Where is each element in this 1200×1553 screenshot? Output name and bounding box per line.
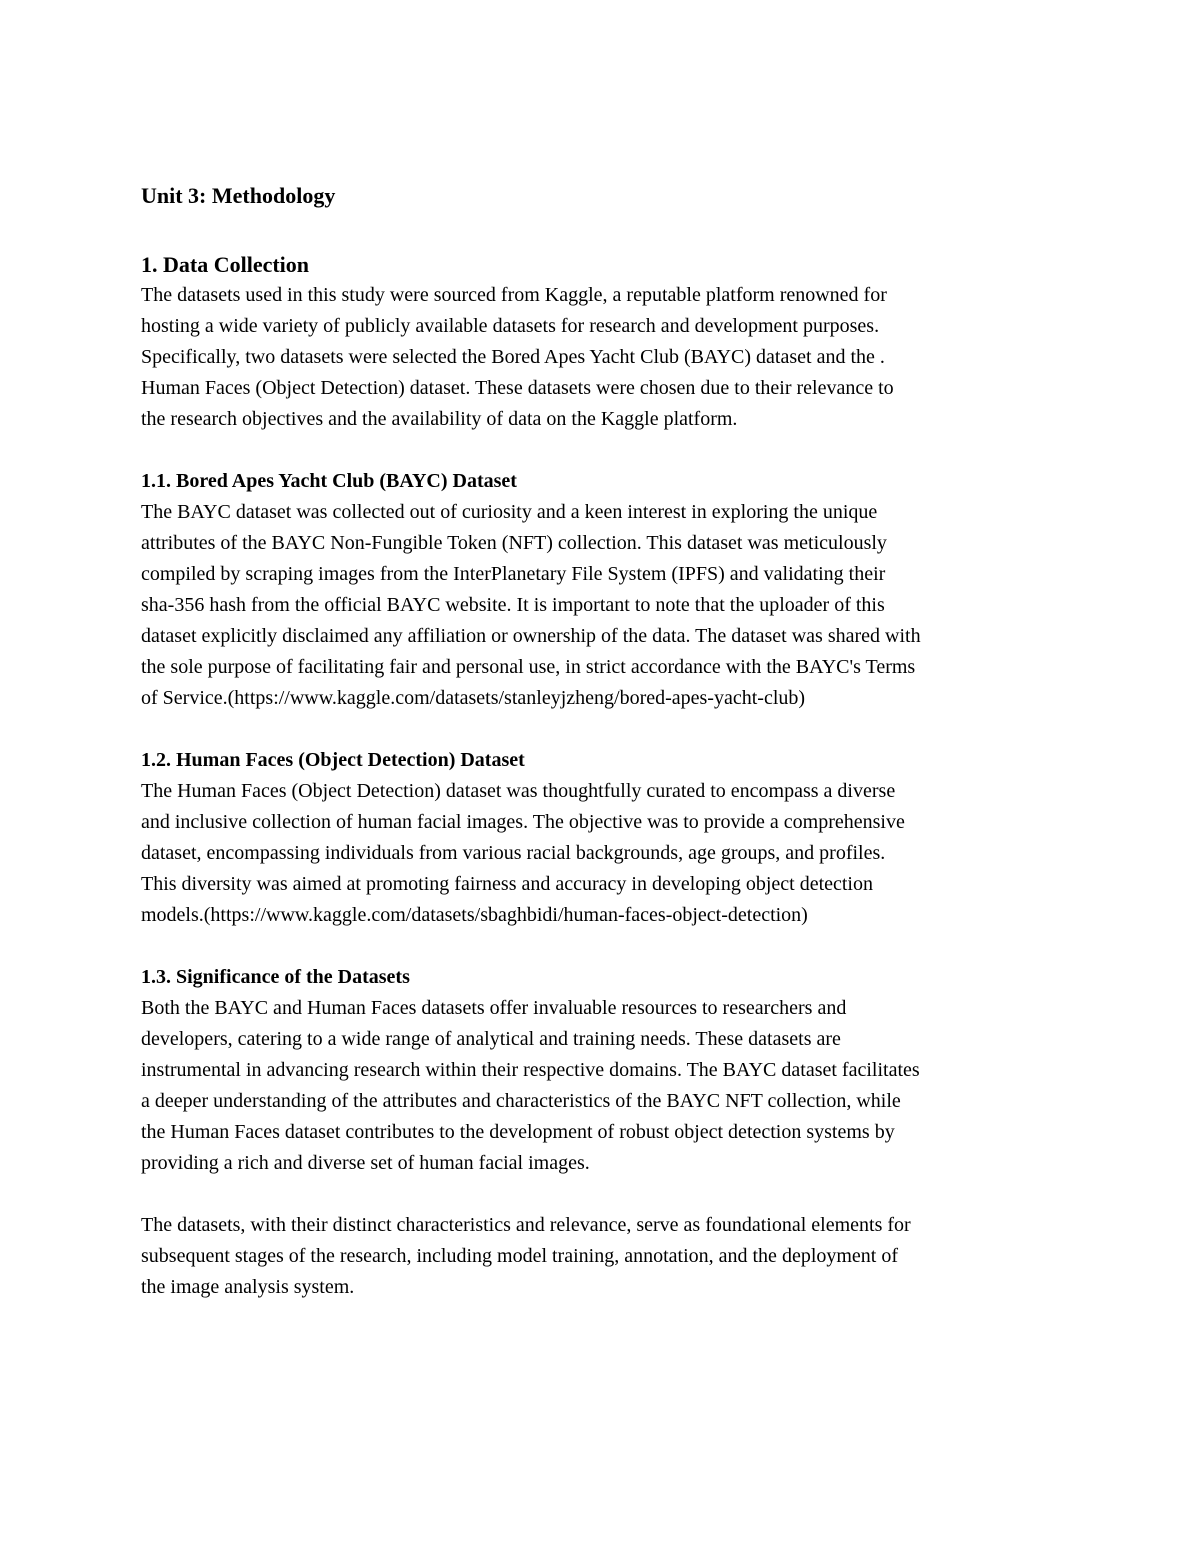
paragraph-bayc-dataset — [141, 497, 1081, 714]
paragraph-significance — [141, 993, 1081, 1179]
text-line: providing a rich and diverse set of human facial images. — [141, 1152, 590, 1174]
text-line: The Human Faces (Object Detection) dataset was thoughtfully curated to encompass a diverse — [141, 780, 896, 802]
text-line: The BAYC dataset was collected out of curiosity and a keen interest in exploring the unique — [141, 501, 878, 523]
text-line: the image analysis system. — [141, 1276, 355, 1298]
section-heading-data-collection: 1. Data Collection — [141, 252, 310, 277]
text-line: Both the BAYC and Human Faces datasets offer invaluable resources to researchers and — [141, 997, 847, 1019]
text-line: The datasets used in this study were sourced from Kaggle, a reputable platform renowned for — [141, 284, 887, 306]
text-line: of Service.(https://www.kaggle.com/datasets/stanleyjzheng/bored-apes-yacht-club) — [141, 687, 806, 709]
text-line: developers, catering to a wide range of analytical and training needs. These datasets are — [141, 1028, 841, 1050]
text-line: subsequent stages of the research, including model training, annotation, and the deployment of — [141, 1245, 899, 1267]
text-line: the research objectives and the availability of data on the Kaggle platform. — [141, 408, 738, 430]
subsection-heading-significance: 1.3. Significance of the Datasets — [141, 966, 410, 988]
text-line: This diversity was aimed at promoting fairness and accuracy in developing object detection — [141, 873, 873, 895]
subsection-heading-human-faces: 1.2. Human Faces (Object Detection) Dataset — [141, 749, 525, 771]
text-line: dataset, encompassing individuals from various racial backgrounds, age groups, and profiles. — [141, 842, 886, 864]
text-line: The datasets, with their distinct characteristics and relevance, serve as foundational elements for — [141, 1214, 911, 1236]
text-line: instrumental in advancing research within their respective domains. The BAYC dataset facilitates — [141, 1059, 920, 1081]
subsection-heading-bayc: 1.1. Bored Apes Yacht Club (BAYC) Dataset — [141, 470, 517, 492]
text-line: models.(https://www.kaggle.com/datasets/sbaghbidi/human-faces-object-detection) — [141, 904, 808, 926]
text-line: the sole purpose of facilitating fair and personal use, in strict accordance with the BAYC's Terms — [141, 656, 916, 678]
text-line: compiled by scraping images from the InterPlanetary File System (IPFS) and validating their — [141, 563, 886, 585]
paragraph-human-faces-dataset — [141, 776, 1081, 931]
text-line: sha-356 hash from the official BAYC website. It is important to note that the uploader of this — [141, 594, 885, 616]
text-line: a deeper understanding of the attributes and characteristics of the BAYC NFT collection, while — [141, 1090, 901, 1112]
text-line: Human Faces (Object Detection) dataset. These datasets were chosen due to their relevance to — [141, 377, 894, 399]
text-line: attributes of the BAYC Non-Fungible Token (NFT) collection. This dataset was meticulously — [141, 532, 887, 554]
text-line: hosting a wide variety of publicly available datasets for research and development purposes. — [141, 315, 880, 337]
paragraph-data-collection — [141, 280, 1081, 435]
paragraph-closing — [141, 1210, 1081, 1303]
unit-title: Unit 3: Methodology — [141, 183, 336, 208]
text-line: and inclusive collection of human facial images. The objective was to provide a comprehensive — [141, 811, 905, 833]
text-line: Specifically, two datasets were selected the Bored Apes Yacht Club (BAYC) dataset and the . — [141, 346, 885, 368]
text-line: the Human Faces dataset contributes to the development of robust object detection systems by — [141, 1121, 895, 1143]
text-line: dataset explicitly disclaimed any affiliation or ownership of the data. The dataset was shared with — [141, 625, 921, 647]
document-page — [141, 178, 1081, 1303]
